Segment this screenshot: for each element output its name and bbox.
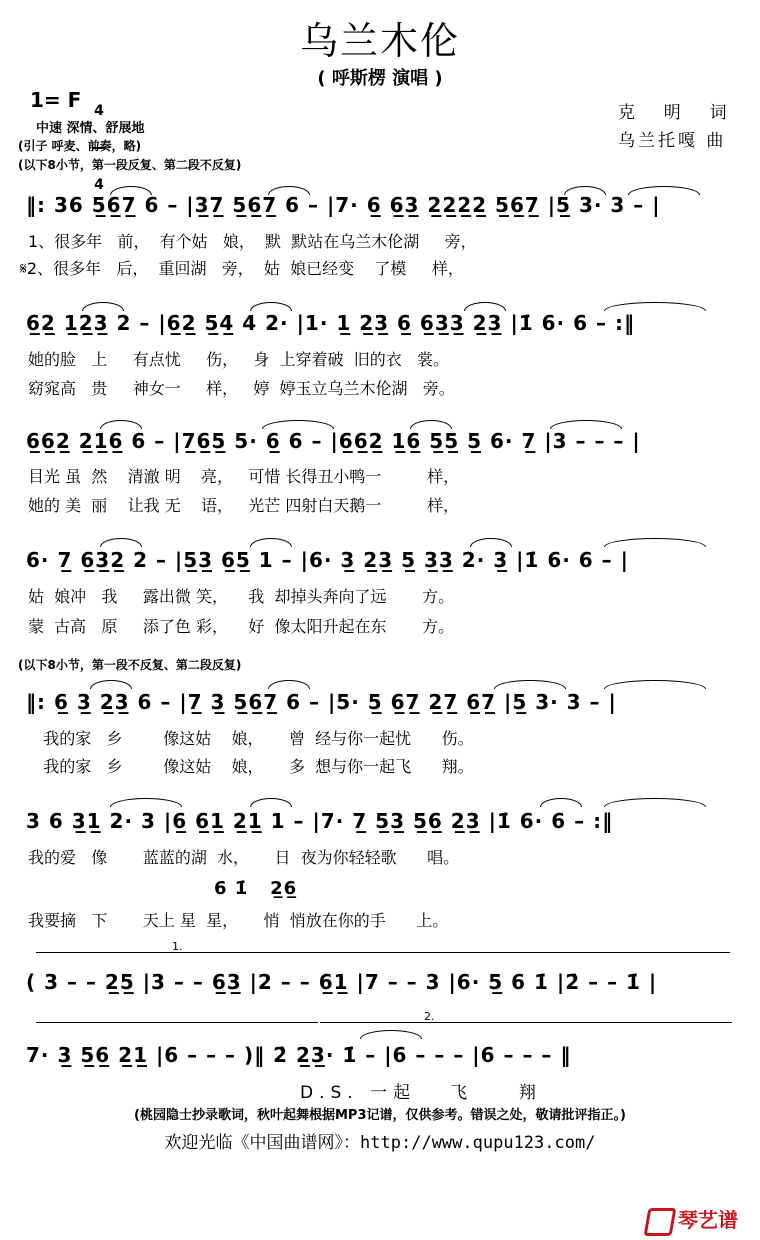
score-row-6-lyric-1: 我的爱 像 蓝蓝的湖 水， 日 夜为你轻轻歌 唱。: [28, 848, 460, 867]
score-row-3-notes: 6̲6̲2̲ 2̲1̲6̲ 6 – |7̲6̲5̲ 5· 6̲ 6 – |6̲6̲2̲ 1̲6̲ 5̲5̲ 5̲ 6· 7̲ |3 – – – |: [26, 429, 641, 453]
site-logo: [646, 1204, 738, 1236]
time-sig-bottom: 4: [94, 177, 104, 193]
volta-1-label: 1.: [172, 940, 183, 953]
composer-credit: 乌兰托嘎 曲: [618, 131, 727, 151]
volta-2-label: 2.: [424, 1010, 435, 1023]
score-row-4-lyric-1: 姑 娘冲 我 露出微 笑， 我 却掉头奔向了远 方。: [28, 587, 455, 606]
score-row-4-notes: 6· 7̲ 6̲3̲2̲ 2 – |5̲3̲ 6̲5̲ 1 – |6· 3̲ 2̲3̲ 5̲ 3̲3̲ 2· 3̲ |1̇ 6· 6 – |: [26, 548, 629, 572]
intro-note: (引子 呼麦、前奏，略): [18, 139, 142, 153]
key-signature: 1= F: [30, 88, 82, 112]
score-row-5-lyric-1: 我的家 乡 像这姑 娘， 曾 经与你一起忧 伤。: [28, 729, 474, 748]
score-row-1-lyric-1: 1、很多年 前， 有个姑 娘， 默 默站在乌兰木伦湖 旁，: [28, 232, 477, 251]
score-row-7-notes: ( 3 – – 2̲5̲ |3 – – 6̲3̲ |2 – – 6̲1̲ |7 – – 3 |6· 5̲ 6 1̇ |2̇ – – 1̇ |: [26, 970, 658, 994]
footer-note: (桃园隐士抄录歌词，秋叶起舞根据MP3记谱，仅供参考。错误之处，敬请批评指正。): [134, 1108, 626, 1123]
score-row-6-lyric-2: 我要摘 下 天上 星 星， 悄 悄放在你的手 上。: [28, 911, 449, 930]
ds-lyric-line: D.S. 一起 飞 翔: [300, 1083, 542, 1103]
score-row-2-notes: 6̲2̲ 1̲2̲3̲ 2 – |6̲2̲ 5̲4̲ 4 2· |1· 1̲ 2̲3̲ 6̲ 6̲3̲3̲ 2̲3̲ |1̇ 6· 6 – :‖: [26, 311, 635, 335]
score-row-5-lyric-2: 我的家 乡 像这姑 娘， 多 想与你一起飞 翔。: [28, 757, 474, 776]
score-row-8-notes: 7· 3̲ 5̲6̲ 2̲1̲ |6 – – – )‖ 2̇ 2̲3̲· 1̇ – |6 – – – |6 – – – ‖: [26, 1043, 572, 1067]
score-row-3-lyric-2: 她的 美 丽 让我 无 语， 光芒 四射白天鹅一 样，: [28, 496, 460, 515]
section2-note: (以下8小节，第一段不反复、第二段反复): [18, 658, 242, 672]
singer-credit: ( 呼斯楞 演唱 ): [317, 68, 443, 89]
lyricist-credit: 克 明 词: [618, 103, 733, 123]
song-title: 乌兰木伦: [299, 19, 460, 63]
score-row-6-notes: 3 6 3̲1̲ 2· 3 |6̲ 6̲1̲ 2̲1̲ 1 – |7· 7̲ 5̲3̲ 5̲6̲ 2̲3̲ |1̇ 6· 6 – :‖: [26, 809, 614, 833]
logo-icon: [644, 1208, 677, 1236]
score-row-5-notes: ‖: 6̲ 3̲ 2̲3̲ 6 – |7̲ 3̲ 5̲6̲7̲ 6 – |5· 5̲ 6̲7̲ 2̲7̲ 6̲7̲ |5̲ 3· 3 – |: [26, 690, 617, 714]
score-row-6-alt-notes: 6 1̇ 2̲6̲: [214, 878, 298, 899]
section1-note: (以下8小节，第一段反复、第二段不反复): [18, 158, 242, 172]
score-row-2-lyric-2: 窈窕高 贵 神女一 样， 婷 婷玉立乌兰木伦湖 旁。: [28, 379, 455, 398]
score-row-4-lyric-2: 蒙 古高 原 添了色 彩， 好 像太阳升起在东 方。: [28, 617, 455, 636]
score-row-1-lyric-2: 𝄋2、很多年 后， 重回湖 旁， 姑 娘已经变 了模 样，: [20, 259, 464, 278]
logo-text: 琴艺谱: [678, 1208, 738, 1232]
score-row-1-notes: ‖: 36 5̲6̲7̲ 6 – |3̲7̲ 5̲6̲7̲ 6 – |7· 6̲ 6̲3̲ 2̲2̲2̲2̲ 5̲6̲7̲ |5̲ 3· 3 – |: [26, 193, 661, 217]
score-row-2-lyric-1: 她的脸 上 有点忧 伤， 身 上穿着破 旧的衣 裳。: [28, 350, 449, 369]
footer-site: 欢迎光临《中国曲谱网》：http://www.qupu123.com/: [164, 1133, 596, 1153]
score-row-3-lyric-1: 目光 虽 然 清澈 明 亮， 可惜 长得丑小鸭一 样，: [28, 467, 460, 486]
time-sig-top: 4: [94, 103, 104, 119]
tempo-marking: 中速 深情、舒展地: [36, 121, 145, 136]
